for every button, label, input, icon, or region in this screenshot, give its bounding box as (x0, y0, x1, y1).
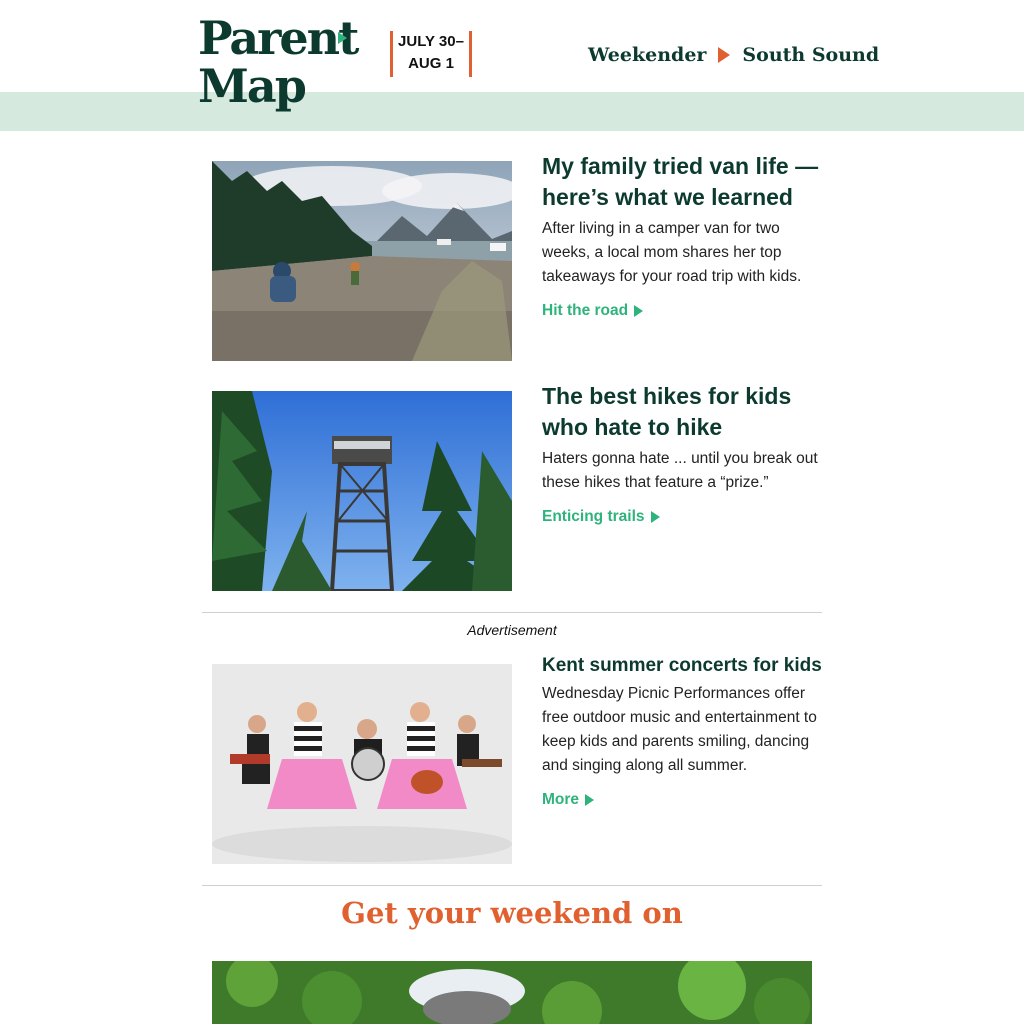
divider (202, 612, 822, 613)
logo-line-2: Map (198, 59, 305, 113)
header-band (0, 92, 1024, 131)
enticing-trails-link[interactable] (542, 505, 660, 529)
cta-label: Enticing trails (542, 508, 645, 525)
article-text (542, 381, 832, 529)
ad-text (542, 654, 832, 812)
article-title[interactable]: My family tried van life — here’s what we learned (542, 153, 819, 210)
ad-description: Wednesday Picnic Performances offer free outdoor music and entertainment to keep kids and parents smiling, dancing and singing along all summer. (542, 685, 817, 774)
band-jumping-photo[interactable] (212, 664, 512, 864)
article-description: Haters gonna hate ... until you break out these hikes that feature a “prize.” (542, 450, 818, 491)
region-name[interactable]: South Sound (742, 44, 880, 66)
article-description: After living in a camper van for two weeks, a local mom shares her top takeaways for your road trip with kids. (542, 220, 802, 285)
play-arrow-icon (651, 511, 660, 523)
divider (202, 885, 822, 886)
logo-triangle-icon (338, 32, 347, 44)
berry-picking-photo[interactable] (212, 961, 812, 1024)
logo-line-1: Parent (198, 11, 358, 65)
cta-label: Hit the road (542, 302, 629, 319)
issue-date-line-2: AUG 1 (408, 55, 454, 72)
parentmap-logo[interactable] (198, 11, 358, 113)
play-arrow-icon (585, 794, 594, 806)
article-text (542, 151, 832, 323)
article-card-hikes (212, 383, 822, 591)
cta-label: More (542, 791, 580, 808)
issue-date (390, 31, 472, 77)
advertisement-label: Advertisement (467, 622, 557, 638)
article-card-van-life (212, 153, 822, 361)
lookout-tower-photo[interactable] (212, 391, 512, 591)
ad-card-kent-concerts (212, 655, 822, 864)
issue-date-line-1: JULY 30– (398, 33, 464, 50)
section-headline: Get your weekend on (341, 896, 683, 930)
breadcrumb-arrow-icon (718, 47, 730, 63)
article-title[interactable]: The best hikes for kids who hate to hike (542, 383, 792, 440)
play-arrow-icon (634, 305, 643, 317)
hit-the-road-link[interactable] (542, 299, 643, 323)
newsletter-breadcrumb (588, 44, 879, 66)
more-link[interactable] (542, 788, 594, 812)
van-life-lake-photo[interactable] (212, 161, 512, 361)
newsletter-name[interactable]: Weekender (588, 44, 707, 66)
ad-title[interactable]: Kent summer concerts for kids (542, 655, 822, 676)
